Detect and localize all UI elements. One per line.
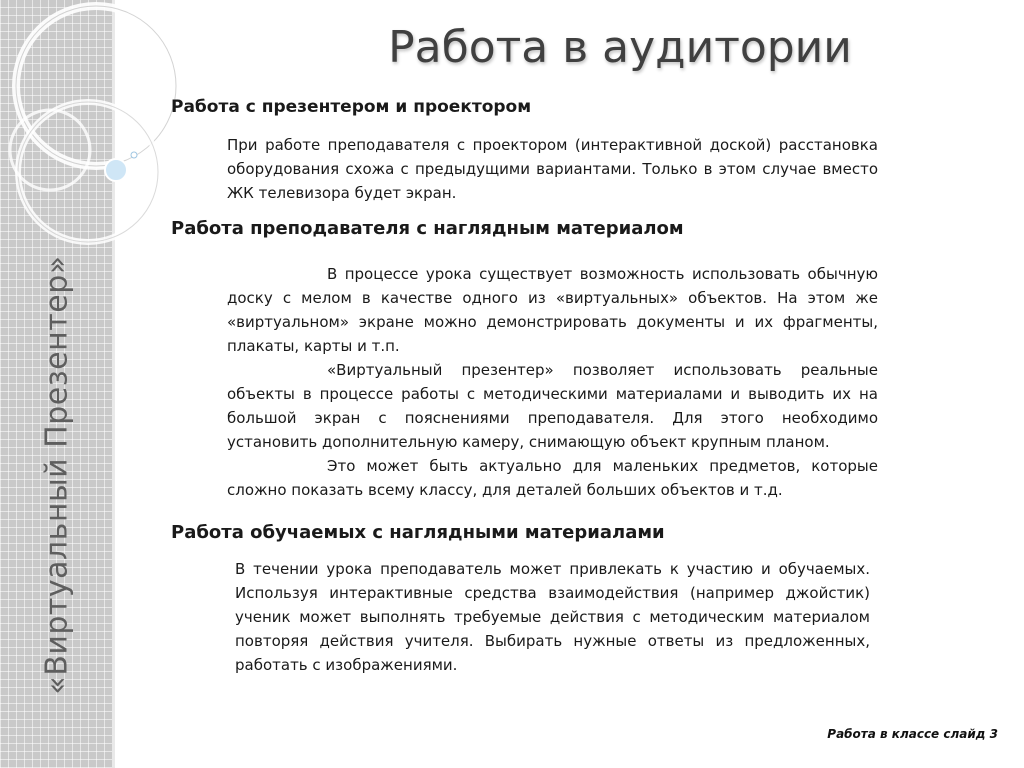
slide-title: Работа в аудитории <box>388 22 852 73</box>
section-text-presenter-projector: При работе преподавателя с проектором (интерактивной доской) расстановка оборудования схожа с предыдущими вариантами. Только в этом случае вместо ЖК телевизора будет экран. <box>227 136 878 202</box>
section-text-teacher-materials <box>227 262 878 502</box>
section-heading-presenter-projector: Работа с презентером и проектором <box>171 97 532 117</box>
paragraph: «Виртуальный презентер» позволяет использовать реальные объекты в процессе работы с методическими материалами и выводить их на большой экран с пояснениями преподавателя. Для этого необходимо установить дополнительную камеру, снимающую объект крупным планом. <box>227 361 878 451</box>
paragraph: Это может быть актуально для маленьких предметов, которые сложно показать всему классу, для деталей больших объектов и т.д. <box>227 457 878 499</box>
slide-footer: Работа в классе слайд 3 <box>827 727 998 741</box>
decorative-circles <box>0 0 200 270</box>
section-heading-teacher-materials: Работа преподавателя с наглядным материалом <box>171 218 684 239</box>
paragraph: В процессе урока существует возможность использовать обычную доску с мелом в качестве одного из «виртуальных» объектов. На этом же «виртуальном» экране можно демонстрировать документы и их фрагменты, плакаты, карты и т.п. <box>227 265 878 355</box>
sidebar-title: «Виртуальный Презентер» <box>39 255 75 695</box>
section-heading-students-materials: Работа обучаемых с наглядными материалами <box>171 522 665 543</box>
section-text-students-materials: В течении урока преподаватель может привлекать к участию и обучаемых. Используя интерактивные средства взаимодействия (например джойстик) ученик может выполнять требуемые действия с методическим материалом повторяя действия учителя. Выбирать нужные ответы из предложенных, работать с изображениями. <box>235 560 870 674</box>
